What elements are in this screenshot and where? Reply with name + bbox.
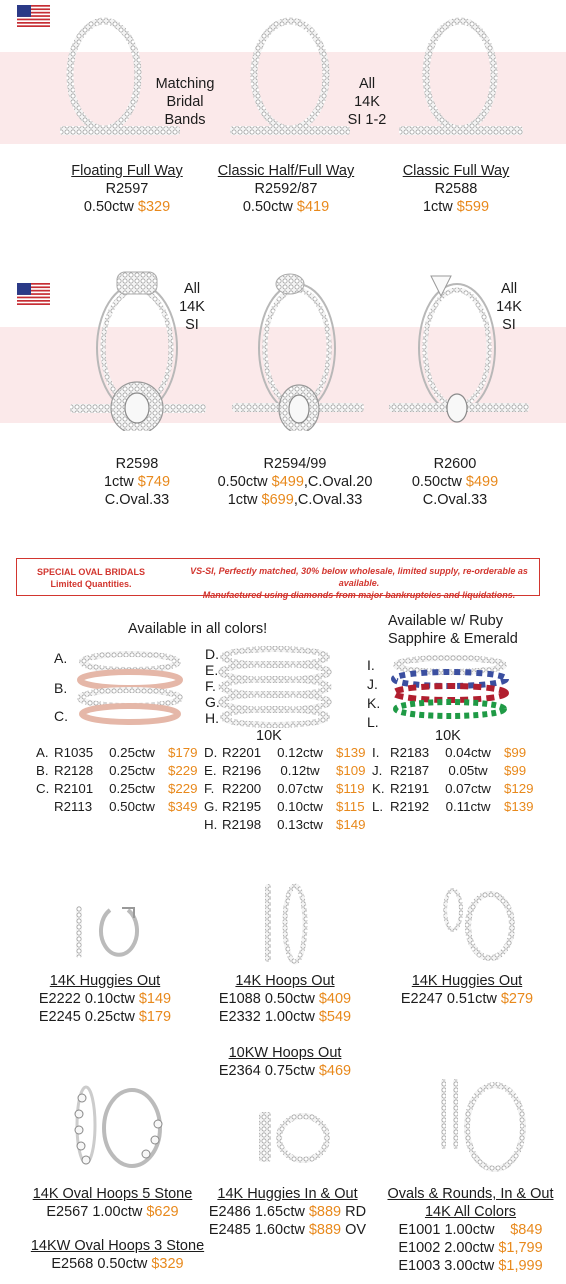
list-item[interactable]: R2113 0.50ctw $349 <box>54 799 198 814</box>
earring-e1088 <box>255 880 315 965</box>
heading-available-all-colors: Available in all colors! <box>128 621 268 637</box>
earring-e2567 <box>70 1080 170 1175</box>
list-item[interactable]: B. R2128 0.25ctw $229 <box>36 763 198 778</box>
price-column-a-c <box>36 744 198 816</box>
note-all-14k-si: All 14K SI 1-2 <box>347 76 387 128</box>
earring-e2247 <box>440 886 520 961</box>
product-name[interactable]: Classic Full Way <box>402 163 510 179</box>
price-column-i-l <box>372 744 534 816</box>
banner-right: VS-SI, Perfectly matched, 30% below wholesale, limited supply, re-orderable as available. Manufactured using diamonds from major bankruptcies and liquidations. <box>190 566 528 600</box>
product-name[interactable]: Floating Full Way <box>71 163 183 179</box>
product-10kw-hoops-out[interactable]: 10KW Hoops Out E2364 0.75ctw $469 <box>218 1045 352 1079</box>
earring-e2486 <box>255 1108 335 1168</box>
us-flag-icon <box>17 283 50 305</box>
note-all-14k-si-left: All 14K SI <box>179 281 205 333</box>
list-item[interactable]: K. R2191 0.07ctw $129 <box>372 781 534 796</box>
product-14k-huggies-in-out[interactable]: 14K Huggies In & Out E2486 1.65ctw $889 RD E2485 1.60ctw $889 OV <box>208 1186 367 1238</box>
product-r2600[interactable]: R2600 0.50ctw $499 C.Oval.33 <box>411 456 499 508</box>
earring-e1001 <box>435 1075 530 1175</box>
list-item[interactable]: L. R2192 0.11ctw $139 <box>372 799 534 814</box>
product-r2588[interactable]: Classic Full Way R2588 1ctw $599 <box>370 162 542 216</box>
product-14k-hoops-out[interactable]: 14K Hoops Out E1088 0.50ctw $409 E2332 1.00ctw $549 <box>218 973 352 1025</box>
product-14k-oval-hoops-5-stone[interactable]: 14K Oval Hoops 5 Stone E2567 1.00ctw $629 <box>32 1186 193 1220</box>
labels-a-c: A. B. C. <box>54 650 68 724</box>
stack-image-i-l <box>390 655 510 725</box>
list-item[interactable]: E. R2196 0.12tw $109 <box>204 763 366 778</box>
earring-e2222 <box>70 900 150 962</box>
stack-image-a-c <box>75 640 185 730</box>
list-item[interactable]: J. R2187 0.05tw $99 <box>372 763 527 778</box>
labels-i-l: I. J. K. L. <box>367 657 381 730</box>
tag-10k-right: 10K <box>435 728 461 744</box>
product-r2598[interactable]: R2598 1ctw $749 C.Oval.33 <box>103 456 171 508</box>
list-item[interactable]: A. R1035 0.25ctw $179 <box>36 745 198 760</box>
banner-left: SPECIAL OVAL BRIDALS Limited Quantities. <box>37 567 146 589</box>
list-item[interactable]: D. R2201 0.12ctw $139 <box>204 745 366 760</box>
list-item[interactable]: F. R2200 0.07ctw $119 <box>204 781 365 796</box>
product-r2594[interactable]: R2594/99 0.50ctw $499,C.Oval.20 1ctw $699,C.Oval.33 <box>217 456 373 508</box>
list-item[interactable]: G. R2195 0.10ctw $115 <box>204 799 365 814</box>
heading-available-ruby: Available w/ Ruby Sapphire & Emerald <box>388 613 518 647</box>
product-ovals-rounds[interactable]: Ovals & Rounds, In & Out 14K All Colors E1001 1.00ctw $849 E1002 2.00ctw $1,799 E1003 3.00ctw $1,999 <box>387 1186 554 1274</box>
special-oval-bridals-banner <box>16 558 540 600</box>
us-flag-icon <box>17 5 50 27</box>
product-14k-huggies-out-2[interactable]: 14K Huggies Out E2247 0.51ctw $279 <box>400 973 534 1007</box>
list-item[interactable]: I. R2183 0.04ctw $99 <box>372 745 527 760</box>
note-matching-bridal-bands: Matching Bridal Bands <box>155 76 215 128</box>
list-item[interactable]: C. R2101 0.25ctw $229 <box>36 781 198 796</box>
tag-10k-mid: 10K <box>256 728 282 744</box>
note-all-14k-si-right: All 14K SI <box>496 281 522 333</box>
product-r2597[interactable]: Floating Full Way R2597 0.50ctw $329 <box>42 162 212 216</box>
ring-r2594 <box>222 266 372 431</box>
product-name[interactable]: Classic Half/Full Way <box>217 163 355 179</box>
labels-d-h: D. E. F. G. H. <box>205 646 220 726</box>
product-14kw-oval-hoops-3-stone[interactable]: 14KW Oval Hoops 3 Stone E2568 0.50ctw $329 <box>30 1238 205 1272</box>
ring-classic-full-way <box>397 15 527 140</box>
product-r2592[interactable]: Classic Half/Full Way R2592/87 0.50ctw $419 <box>200 162 372 216</box>
product-14k-huggies-out-1[interactable]: 14K Huggies Out E2222 0.10ctw $149 E2245 0.25ctw $179 <box>38 973 172 1025</box>
stack-image-d-h <box>218 645 333 730</box>
list-item[interactable]: H. R2198 0.13ctw $149 <box>204 817 366 832</box>
price-column-d-h <box>204 744 366 834</box>
